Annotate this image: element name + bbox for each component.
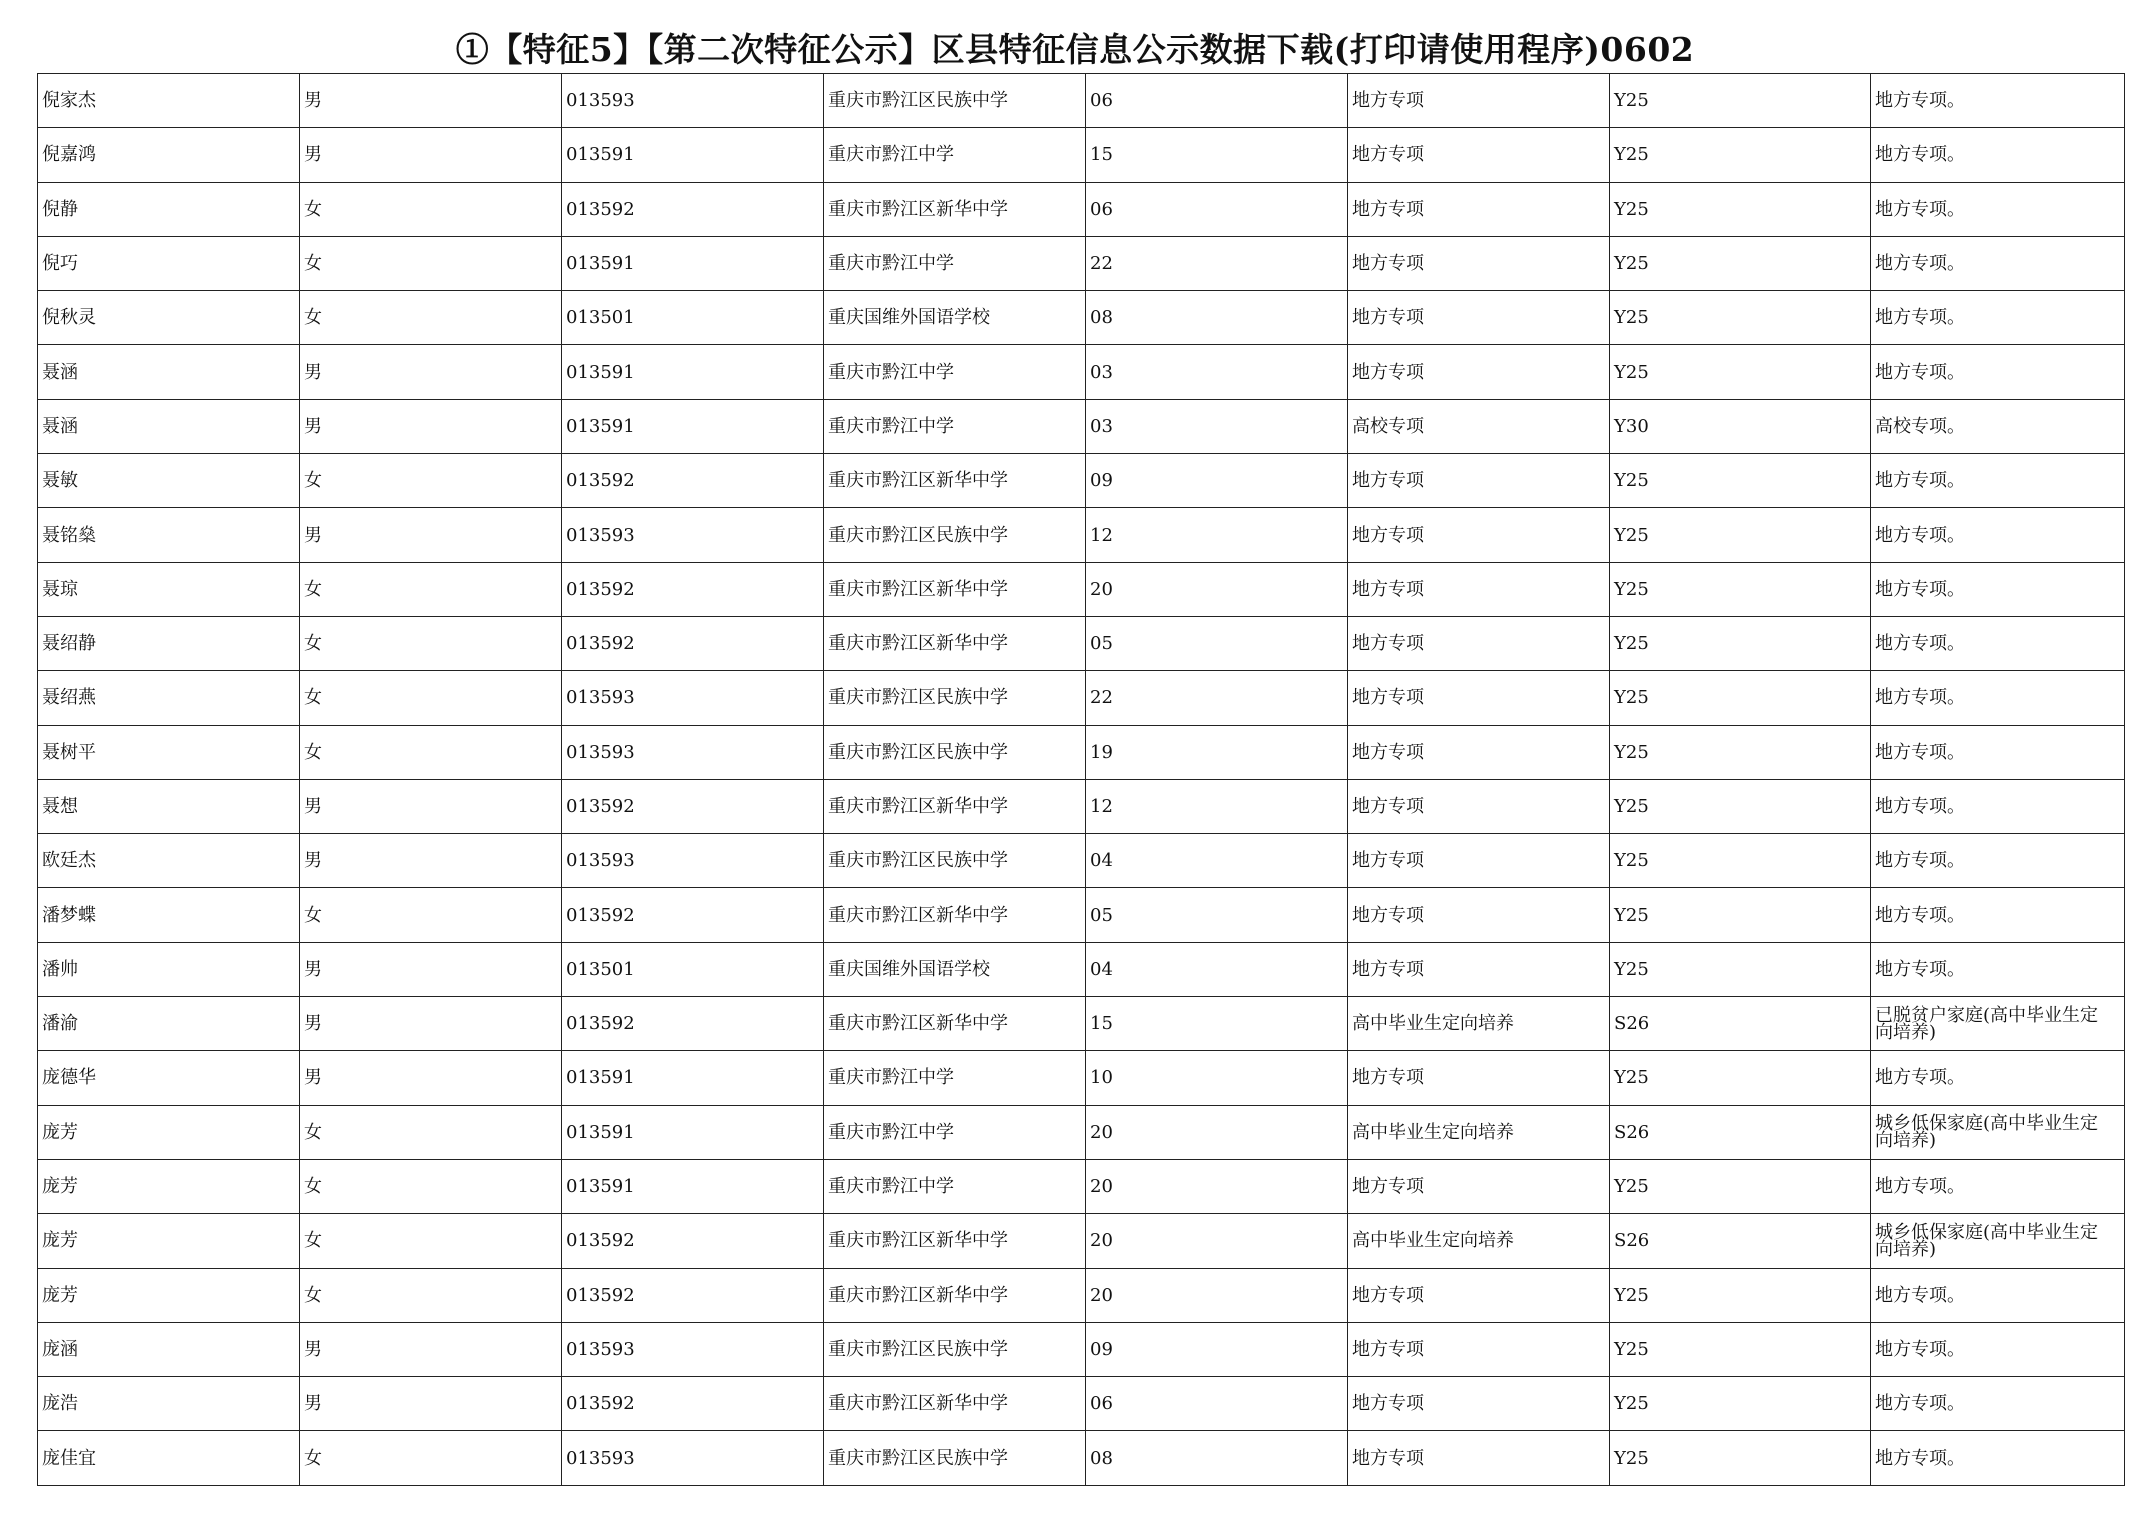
category-cell: 地方专项 xyxy=(1348,128,1610,182)
remark-cell: 已脱贫户家庭(高中毕业生定向培养) xyxy=(1871,997,2125,1051)
school-cell: 重庆国维外国语学校 xyxy=(824,942,1086,996)
type-code-cell: Y25 xyxy=(1610,942,1871,996)
table-row xyxy=(38,1431,2125,1485)
category-cell: 地方专项 xyxy=(1348,888,1610,942)
school-cell: 重庆市黔江区民族中学 xyxy=(824,725,1086,779)
table-row xyxy=(38,1214,2125,1268)
school-cell: 重庆市黔江区新华中学 xyxy=(824,997,1086,1051)
class-cell: 12 xyxy=(1086,508,1348,562)
name-cell: 聂敏 xyxy=(38,454,300,508)
remark-cell: 地方专项。 xyxy=(1871,562,2125,616)
category-cell: 地方专项 xyxy=(1348,942,1610,996)
gender-cell: 女 xyxy=(300,236,562,290)
code-cell: 013593 xyxy=(562,1431,824,1485)
type-code-cell: Y25 xyxy=(1610,128,1871,182)
remark-cell: 地方专项。 xyxy=(1871,1051,2125,1105)
gender-cell: 男 xyxy=(300,1051,562,1105)
school-cell: 重庆市黔江区新华中学 xyxy=(824,454,1086,508)
code-cell: 013593 xyxy=(562,725,824,779)
type-code-cell: Y25 xyxy=(1610,725,1871,779)
gender-cell: 女 xyxy=(300,562,562,616)
name-cell: 庞芳 xyxy=(38,1214,300,1268)
code-cell: 013593 xyxy=(562,74,824,128)
gender-cell: 女 xyxy=(300,1431,562,1485)
class-cell: 22 xyxy=(1086,236,1348,290)
type-code-cell: Y25 xyxy=(1610,182,1871,236)
category-cell: 地方专项 xyxy=(1348,1159,1610,1213)
code-cell: 013591 xyxy=(562,345,824,399)
table-row xyxy=(38,399,2125,453)
gender-cell: 女 xyxy=(300,182,562,236)
code-cell: 013592 xyxy=(562,616,824,670)
type-code-cell: Y25 xyxy=(1610,454,1871,508)
gender-cell: 男 xyxy=(300,997,562,1051)
table-row xyxy=(38,1051,2125,1105)
code-cell: 013592 xyxy=(562,1214,824,1268)
code-cell: 013591 xyxy=(562,128,824,182)
remark-cell: 地方专项。 xyxy=(1871,182,2125,236)
school-cell: 重庆市黔江区民族中学 xyxy=(824,834,1086,888)
code-cell: 013591 xyxy=(562,236,824,290)
class-cell: 06 xyxy=(1086,182,1348,236)
class-cell: 10 xyxy=(1086,1051,1348,1105)
type-code-cell: Y25 xyxy=(1610,236,1871,290)
code-cell: 013592 xyxy=(562,997,824,1051)
code-cell: 013592 xyxy=(562,1377,824,1431)
table-row xyxy=(38,725,2125,779)
category-cell: 地方专项 xyxy=(1348,454,1610,508)
table-row xyxy=(38,182,2125,236)
type-code-cell: Y25 xyxy=(1610,888,1871,942)
name-cell: 倪嘉鸿 xyxy=(38,128,300,182)
table-row xyxy=(38,616,2125,670)
type-code-cell: Y30 xyxy=(1610,399,1871,453)
gender-cell: 男 xyxy=(300,508,562,562)
type-code-cell: Y25 xyxy=(1610,834,1871,888)
table-row xyxy=(38,1159,2125,1213)
remark-cell: 地方专项。 xyxy=(1871,1322,2125,1376)
type-code-cell: Y25 xyxy=(1610,1268,1871,1322)
code-cell: 013592 xyxy=(562,182,824,236)
school-cell: 重庆市黔江中学 xyxy=(824,345,1086,399)
remark-cell: 地方专项。 xyxy=(1871,291,2125,345)
gender-cell: 男 xyxy=(300,942,562,996)
type-code-cell: Y25 xyxy=(1610,74,1871,128)
code-cell: 013592 xyxy=(562,779,824,833)
gender-cell: 女 xyxy=(300,1105,562,1159)
code-cell: 013592 xyxy=(562,888,824,942)
gender-cell: 女 xyxy=(300,1159,562,1213)
table-row xyxy=(38,1268,2125,1322)
table-row xyxy=(38,508,2125,562)
type-code-cell: Y25 xyxy=(1610,671,1871,725)
type-code-cell: S26 xyxy=(1610,1105,1871,1159)
remark-cell: 城乡低保家庭(高中毕业生定向培养) xyxy=(1871,1214,2125,1268)
type-code-cell: Y25 xyxy=(1610,1051,1871,1105)
name-cell: 聂涵 xyxy=(38,399,300,453)
name-cell: 潘梦蝶 xyxy=(38,888,300,942)
remark-cell: 地方专项。 xyxy=(1871,942,2125,996)
gender-cell: 男 xyxy=(300,128,562,182)
class-cell: 15 xyxy=(1086,997,1348,1051)
remark-cell: 地方专项。 xyxy=(1871,454,2125,508)
category-cell: 地方专项 xyxy=(1348,508,1610,562)
category-cell: 地方专项 xyxy=(1348,725,1610,779)
name-cell: 潘帅 xyxy=(38,942,300,996)
remark-cell: 地方专项。 xyxy=(1871,1268,2125,1322)
table-row xyxy=(38,671,2125,725)
gender-cell: 女 xyxy=(300,454,562,508)
class-cell: 20 xyxy=(1086,1268,1348,1322)
gender-cell: 男 xyxy=(300,779,562,833)
type-code-cell: Y25 xyxy=(1610,1322,1871,1376)
class-cell: 05 xyxy=(1086,616,1348,670)
gender-cell: 男 xyxy=(300,1377,562,1431)
class-cell: 08 xyxy=(1086,291,1348,345)
school-cell: 重庆市黔江中学 xyxy=(824,1159,1086,1213)
remark-cell: 地方专项。 xyxy=(1871,725,2125,779)
name-cell: 庞浩 xyxy=(38,1377,300,1431)
table-row xyxy=(38,1322,2125,1376)
category-cell: 地方专项 xyxy=(1348,1431,1610,1485)
school-cell: 重庆市黔江中学 xyxy=(824,1105,1086,1159)
class-cell: 04 xyxy=(1086,834,1348,888)
name-cell: 庞佳宜 xyxy=(38,1431,300,1485)
school-cell: 重庆市黔江区新华中学 xyxy=(824,616,1086,670)
remark-cell: 地方专项。 xyxy=(1871,779,2125,833)
class-cell: 09 xyxy=(1086,454,1348,508)
page-title: ①【特征5】【第二次特征公示】区县特征信息公示数据下载(打印请使用程序)0602 xyxy=(455,30,1695,69)
type-code-cell: Y25 xyxy=(1610,291,1871,345)
category-cell: 地方专项 xyxy=(1348,834,1610,888)
data-table xyxy=(37,73,2125,1486)
remark-cell: 地方专项。 xyxy=(1871,888,2125,942)
remark-cell: 地方专项。 xyxy=(1871,1159,2125,1213)
class-cell: 12 xyxy=(1086,779,1348,833)
table-row xyxy=(38,1105,2125,1159)
school-cell: 重庆市黔江区民族中学 xyxy=(824,74,1086,128)
code-cell: 013592 xyxy=(562,1268,824,1322)
remark-cell: 地方专项。 xyxy=(1871,236,2125,290)
name-cell: 聂琼 xyxy=(38,562,300,616)
class-cell: 03 xyxy=(1086,399,1348,453)
category-cell: 地方专项 xyxy=(1348,236,1610,290)
name-cell: 聂绍燕 xyxy=(38,671,300,725)
class-cell: 04 xyxy=(1086,942,1348,996)
name-cell: 庞德华 xyxy=(38,1051,300,1105)
type-code-cell: S26 xyxy=(1610,1214,1871,1268)
name-cell: 倪秋灵 xyxy=(38,291,300,345)
category-cell: 地方专项 xyxy=(1348,562,1610,616)
table-row xyxy=(38,779,2125,833)
name-cell: 倪巧 xyxy=(38,236,300,290)
category-cell: 地方专项 xyxy=(1348,1322,1610,1376)
class-cell: 08 xyxy=(1086,1431,1348,1485)
school-cell: 重庆市黔江区民族中学 xyxy=(824,508,1086,562)
class-cell: 20 xyxy=(1086,562,1348,616)
table-body xyxy=(38,74,2125,1486)
name-cell: 欧廷杰 xyxy=(38,834,300,888)
gender-cell: 男 xyxy=(300,834,562,888)
remark-cell: 地方专项。 xyxy=(1871,1431,2125,1485)
category-cell: 高校专项 xyxy=(1348,399,1610,453)
remark-cell: 地方专项。 xyxy=(1871,345,2125,399)
category-cell: 地方专项 xyxy=(1348,1377,1610,1431)
remark-cell: 地方专项。 xyxy=(1871,74,2125,128)
name-cell: 聂树平 xyxy=(38,725,300,779)
class-cell: 20 xyxy=(1086,1105,1348,1159)
table-row xyxy=(38,291,2125,345)
category-cell: 高中毕业生定向培养 xyxy=(1348,1214,1610,1268)
class-cell: 19 xyxy=(1086,725,1348,779)
remark-cell: 地方专项。 xyxy=(1871,616,2125,670)
remark-cell: 城乡低保家庭(高中毕业生定向培养) xyxy=(1871,1105,2125,1159)
gender-cell: 女 xyxy=(300,1214,562,1268)
school-cell: 重庆市黔江区民族中学 xyxy=(824,671,1086,725)
school-cell: 重庆市黔江区新华中学 xyxy=(824,1268,1086,1322)
type-code-cell: Y25 xyxy=(1610,562,1871,616)
table-row xyxy=(38,74,2125,128)
name-cell: 倪静 xyxy=(38,182,300,236)
category-cell: 地方专项 xyxy=(1348,671,1610,725)
gender-cell: 男 xyxy=(300,399,562,453)
code-cell: 013501 xyxy=(562,942,824,996)
table-row xyxy=(38,1377,2125,1431)
table-row xyxy=(38,345,2125,399)
category-cell: 地方专项 xyxy=(1348,779,1610,833)
gender-cell: 女 xyxy=(300,616,562,670)
category-cell: 地方专项 xyxy=(1348,74,1610,128)
table-row xyxy=(38,942,2125,996)
type-code-cell: Y25 xyxy=(1610,1431,1871,1485)
class-cell: 06 xyxy=(1086,74,1348,128)
code-cell: 013592 xyxy=(562,454,824,508)
name-cell: 倪家杰 xyxy=(38,74,300,128)
type-code-cell: S26 xyxy=(1610,997,1871,1051)
code-cell: 013593 xyxy=(562,1322,824,1376)
class-cell: 05 xyxy=(1086,888,1348,942)
remark-cell: 高校专项。 xyxy=(1871,399,2125,453)
code-cell: 013592 xyxy=(562,562,824,616)
gender-cell: 女 xyxy=(300,1268,562,1322)
school-cell: 重庆市黔江区新华中学 xyxy=(824,888,1086,942)
category-cell: 地方专项 xyxy=(1348,1268,1610,1322)
remark-cell: 地方专项。 xyxy=(1871,128,2125,182)
remark-cell: 地方专项。 xyxy=(1871,1377,2125,1431)
type-code-cell: Y25 xyxy=(1610,1159,1871,1213)
school-cell: 重庆市黔江区新华中学 xyxy=(824,1377,1086,1431)
category-cell: 地方专项 xyxy=(1348,291,1610,345)
type-code-cell: Y25 xyxy=(1610,345,1871,399)
type-code-cell: Y25 xyxy=(1610,616,1871,670)
gender-cell: 男 xyxy=(300,74,562,128)
name-cell: 庞芳 xyxy=(38,1268,300,1322)
name-cell: 聂绍静 xyxy=(38,616,300,670)
gender-cell: 女 xyxy=(300,291,562,345)
code-cell: 013591 xyxy=(562,1159,824,1213)
name-cell: 聂想 xyxy=(38,779,300,833)
name-cell: 聂涵 xyxy=(38,345,300,399)
remark-cell: 地方专项。 xyxy=(1871,834,2125,888)
code-cell: 013501 xyxy=(562,291,824,345)
category-cell: 地方专项 xyxy=(1348,345,1610,399)
school-cell: 重庆市黔江区民族中学 xyxy=(824,1322,1086,1376)
school-cell: 重庆国维外国语学校 xyxy=(824,291,1086,345)
code-cell: 013591 xyxy=(562,1051,824,1105)
code-cell: 013591 xyxy=(562,399,824,453)
category-cell: 高中毕业生定向培养 xyxy=(1348,1105,1610,1159)
code-cell: 013591 xyxy=(562,1105,824,1159)
gender-cell: 女 xyxy=(300,725,562,779)
category-cell: 地方专项 xyxy=(1348,616,1610,670)
code-cell: 013593 xyxy=(562,671,824,725)
gender-cell: 女 xyxy=(300,671,562,725)
name-cell: 庞涵 xyxy=(38,1322,300,1376)
school-cell: 重庆市黔江中学 xyxy=(824,399,1086,453)
type-code-cell: Y25 xyxy=(1610,1377,1871,1431)
gender-cell: 女 xyxy=(300,888,562,942)
name-cell: 潘渝 xyxy=(38,997,300,1051)
category-cell: 地方专项 xyxy=(1348,1051,1610,1105)
table-row xyxy=(38,834,2125,888)
type-code-cell: Y25 xyxy=(1610,779,1871,833)
type-code-cell: Y25 xyxy=(1610,508,1871,562)
table-row xyxy=(38,997,2125,1051)
table-row xyxy=(38,888,2125,942)
school-cell: 重庆市黔江区民族中学 xyxy=(824,1431,1086,1485)
table-row xyxy=(38,562,2125,616)
code-cell: 013593 xyxy=(562,508,824,562)
class-cell: 09 xyxy=(1086,1322,1348,1376)
class-cell: 22 xyxy=(1086,671,1348,725)
table-row xyxy=(38,454,2125,508)
category-cell: 地方专项 xyxy=(1348,182,1610,236)
school-cell: 重庆市黔江中学 xyxy=(824,1051,1086,1105)
name-cell: 庞芳 xyxy=(38,1159,300,1213)
school-cell: 重庆市黔江区新华中学 xyxy=(824,1214,1086,1268)
name-cell: 聂铭燊 xyxy=(38,508,300,562)
gender-cell: 男 xyxy=(300,1322,562,1376)
class-cell: 20 xyxy=(1086,1214,1348,1268)
table-row xyxy=(38,236,2125,290)
gender-cell: 男 xyxy=(300,345,562,399)
school-cell: 重庆市黔江区新华中学 xyxy=(824,779,1086,833)
school-cell: 重庆市黔江中学 xyxy=(824,236,1086,290)
code-cell: 013593 xyxy=(562,834,824,888)
school-cell: 重庆市黔江区新华中学 xyxy=(824,562,1086,616)
school-cell: 重庆市黔江区新华中学 xyxy=(824,182,1086,236)
class-cell: 20 xyxy=(1086,1159,1348,1213)
category-cell: 高中毕业生定向培养 xyxy=(1348,997,1610,1051)
name-cell: 庞芳 xyxy=(38,1105,300,1159)
class-cell: 03 xyxy=(1086,345,1348,399)
class-cell: 06 xyxy=(1086,1377,1348,1431)
class-cell: 15 xyxy=(1086,128,1348,182)
remark-cell: 地方专项。 xyxy=(1871,671,2125,725)
school-cell: 重庆市黔江中学 xyxy=(824,128,1086,182)
remark-cell: 地方专项。 xyxy=(1871,508,2125,562)
table-row xyxy=(38,128,2125,182)
